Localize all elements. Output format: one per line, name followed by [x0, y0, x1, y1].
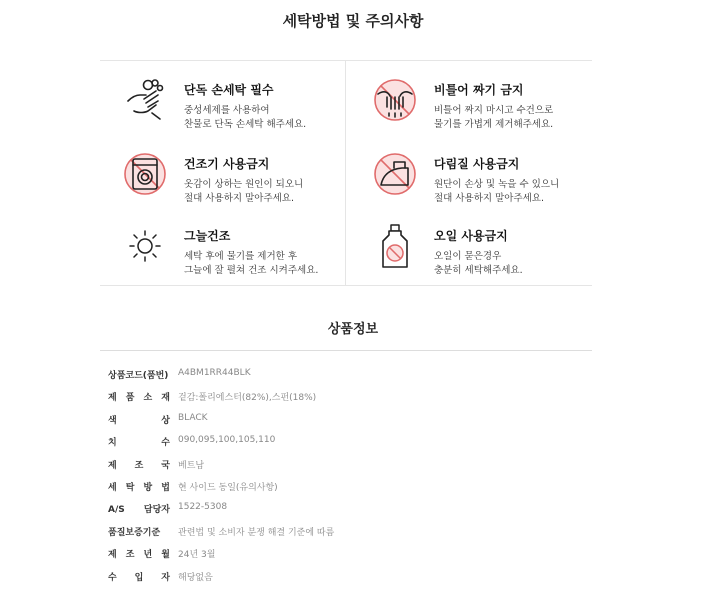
- care-heading: 오일 사용금지: [434, 229, 508, 243]
- care-heading: 그늘건조: [184, 229, 231, 243]
- spec-key: 색 상: [108, 415, 170, 426]
- spec-row: [108, 458, 588, 480]
- care-item-no-oil: [350, 211, 590, 281]
- spec-value: 해당없음: [178, 572, 213, 583]
- care-text-line1: 옷감이 상하는 원인이 되오니: [184, 179, 304, 190]
- care-title: 세탁방법 및 주의사항: [282, 12, 424, 30]
- care-text-line2: 찬물로 단독 손세탁 해주세요.: [184, 119, 307, 130]
- care-divider: [345, 61, 346, 285]
- shade-dry-icon: [122, 223, 168, 269]
- spec-value: A4BM1RR44BLK: [178, 368, 251, 378]
- spec-row: [108, 413, 588, 435]
- care-text-line2: 물기를 가볍게 제거해주세요.: [434, 119, 554, 130]
- care-heading: 단독 손세탁 필수: [184, 83, 274, 97]
- spec-key: 수 입 자: [108, 572, 170, 583]
- care-heading: 비틀어 짜기 금지: [434, 83, 524, 97]
- care-item-shade-dry: [100, 211, 340, 281]
- care-item-no-dryer: [100, 139, 340, 209]
- care-heading: 다림질 사용금지: [434, 157, 520, 171]
- spec-value: BLACK: [178, 412, 208, 423]
- hand-wash-icon: [122, 77, 168, 123]
- no-ironing-icon: [372, 151, 418, 197]
- care-text-line1: 비틀어 짜지 마시고 수건으로: [434, 105, 554, 116]
- care-text-line1: 세탁 후에 물기를 제거한 후: [184, 251, 298, 262]
- care-grid: [100, 60, 592, 286]
- spec-value: 겉감:폴리에스터(82%),스펀(18%): [178, 393, 317, 404]
- no-dryer-icon: [122, 151, 168, 197]
- spec-key: 제 조 국: [108, 460, 170, 471]
- no-oil-icon: [372, 223, 418, 269]
- spec-value: 1522-5308: [178, 502, 228, 513]
- spec-key: 상품코드(품번): [108, 371, 169, 381]
- spec-key: 품질보증기준: [108, 527, 161, 538]
- care-item-hand-wash: [100, 65, 340, 135]
- no-wringing-icon: [372, 77, 418, 123]
- spec-row: [108, 525, 588, 547]
- spec-row: [108, 502, 588, 524]
- care-text-line1: 오일이 묻은경우: [434, 251, 502, 262]
- care-text-line2: 그늘에 잘 펼쳐 건조 시켜주세요.: [184, 265, 319, 276]
- spec-value: 24년 3월: [178, 550, 216, 561]
- spec-row: [108, 480, 588, 502]
- care-item-no-wringing: [350, 65, 590, 135]
- spec-key: 세 탁 방 법: [108, 482, 170, 493]
- care-text-line1: 중성세제를 사용하여: [184, 105, 270, 116]
- care-text-line2: 절대 사용하지 말아주세요.: [434, 193, 545, 204]
- care-heading: 건조기 사용금지: [184, 157, 270, 171]
- spec-key: A/S 담당자: [108, 505, 170, 516]
- care-text-line2: 충분히 세탁해주세요.: [434, 265, 523, 276]
- spec-row: [108, 368, 588, 390]
- spec-value: 관련법 및 소비자 분쟁 해결 기준에 따름: [178, 527, 335, 538]
- care-text-line2: 절대 사용하지 말아주세요.: [184, 193, 295, 204]
- spec-value: 베트남: [178, 460, 205, 471]
- spec-row: [108, 435, 588, 457]
- spec-value: 현 사이드 동일(유의사항): [178, 482, 278, 493]
- product-spec-table: [108, 368, 588, 592]
- product-info-title: 상품정보: [327, 322, 379, 337]
- spec-row: [108, 547, 588, 569]
- spec-row: [108, 390, 588, 412]
- spec-key: 제 품 소 재: [108, 393, 170, 404]
- care-text-line1: 원단이 손상 및 녹을 수 있으니: [434, 179, 560, 190]
- spec-row: [108, 570, 588, 592]
- spec-key: 치 수: [108, 438, 170, 449]
- spec-key: 제 조 년 월: [108, 550, 170, 561]
- care-item-no-ironing: [350, 139, 590, 209]
- spec-value: 090,095,100,105,110: [178, 435, 276, 446]
- divider: [100, 350, 592, 351]
